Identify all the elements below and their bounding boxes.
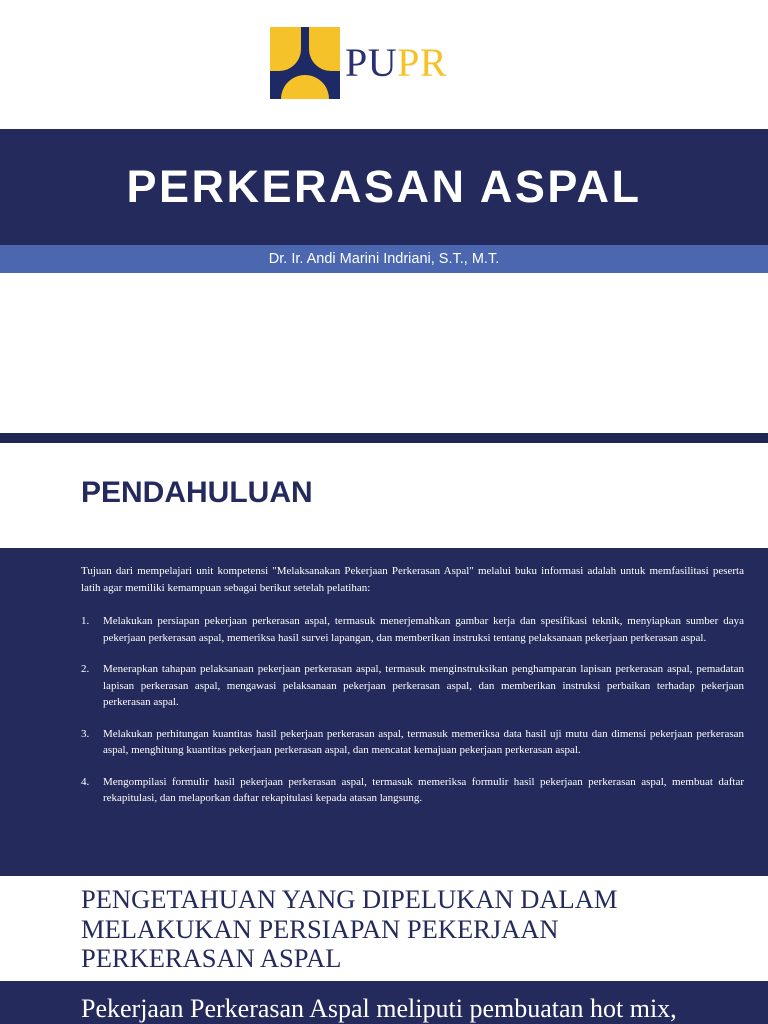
pupr-logo: [270, 27, 447, 99]
slide-divider: [0, 433, 768, 443]
list-item-number: 2.: [81, 663, 90, 675]
list-item-text: Melakukan persiapan pekerjaan perkerasan aspal, termasuk menerjemahkan gambar kerja dan spesifikasi teknik, menyiapkan sumber daya pekerjaan perkerasan aspal, memeriksa hasil survei lapangan, dan memberikan instruksi tentang pelaksanaan pekerjaan perkerasan aspal.: [103, 615, 744, 644]
list-item-text: Mengompilasi formulir hasil pekerjaan perkerasan aspal, termasuk memeriksa formulir hasil pekerjaan perkerasan aspal, membuat daftar rekapitulasi, dan melaporkan daftar rekapitulasi kepada atasan langsung.: [103, 775, 744, 804]
author-banner: [0, 245, 768, 273]
content-band: [0, 981, 768, 1024]
list-item: [81, 726, 744, 759]
list-item-text: Melakukan perhitungan kuantitas hasil pekerjaan perkerasan aspal, termasuk memeriksa data hasil uji mutu dan dimensi pekerjaan perkerasan aspal, menghitung kuantitas pekerjaan perkerasan aspal, dan mencatat kemajuan pekerjaan perkerasan aspal.: [103, 727, 744, 756]
knowledge-heading: PENGETAHUAN YANG DIPELUKAN DALAM MELAKUKAN PERSIAPAN PEKERJAAN PERKERASAN ASPAL: [81, 884, 618, 973]
list-item-text: Menerapkan tahapan pelaksanaan pekerjaan perkerasan aspal, termasuk menginstruksikan penghamparan lapisan perkerasan aspal, pemadatan lapisan perkerasan aspal, mengawasi pelaksanaan pekerjaan perkerasan aspal, dan memberikan instruksi perbaikan terhadap pekerjaan perkerasan aspal.: [103, 663, 744, 708]
list-item-number: 1.: [81, 615, 90, 627]
pupr-wordmark: PUPR: [345, 40, 448, 85]
list-item: [81, 661, 744, 711]
objectives-list: [81, 613, 744, 822]
title-banner: [0, 129, 768, 245]
list-item-number: 4.: [81, 775, 90, 788]
list-item-number: 3.: [81, 727, 90, 740]
section-title: PENDAHULUAN: [81, 476, 313, 509]
list-item: [81, 774, 744, 807]
author-name: Dr. Ir. Andi Marini Indriani, S.T., M.T.: [268, 251, 500, 267]
objectives-panel: [0, 548, 768, 876]
list-item: [81, 613, 744, 646]
presentation-title: PERKERASAN ASPAL: [126, 161, 642, 212]
body-text: Pekerjaan Perkerasan Aspal meliputi pembuatan hot mix,: [81, 994, 677, 1023]
intro-paragraph: Tujuan dari mempelajari unit kompetensi "Melaksanakan Pekerjaan Perkerasan Aspal" melalui buku informasi adalah untuk memfasilitasi peserta latih agar memiliki kemampuan sebagai berikut setelah pelatihan:: [81, 565, 744, 594]
pupr-emblem-icon: [270, 27, 340, 99]
